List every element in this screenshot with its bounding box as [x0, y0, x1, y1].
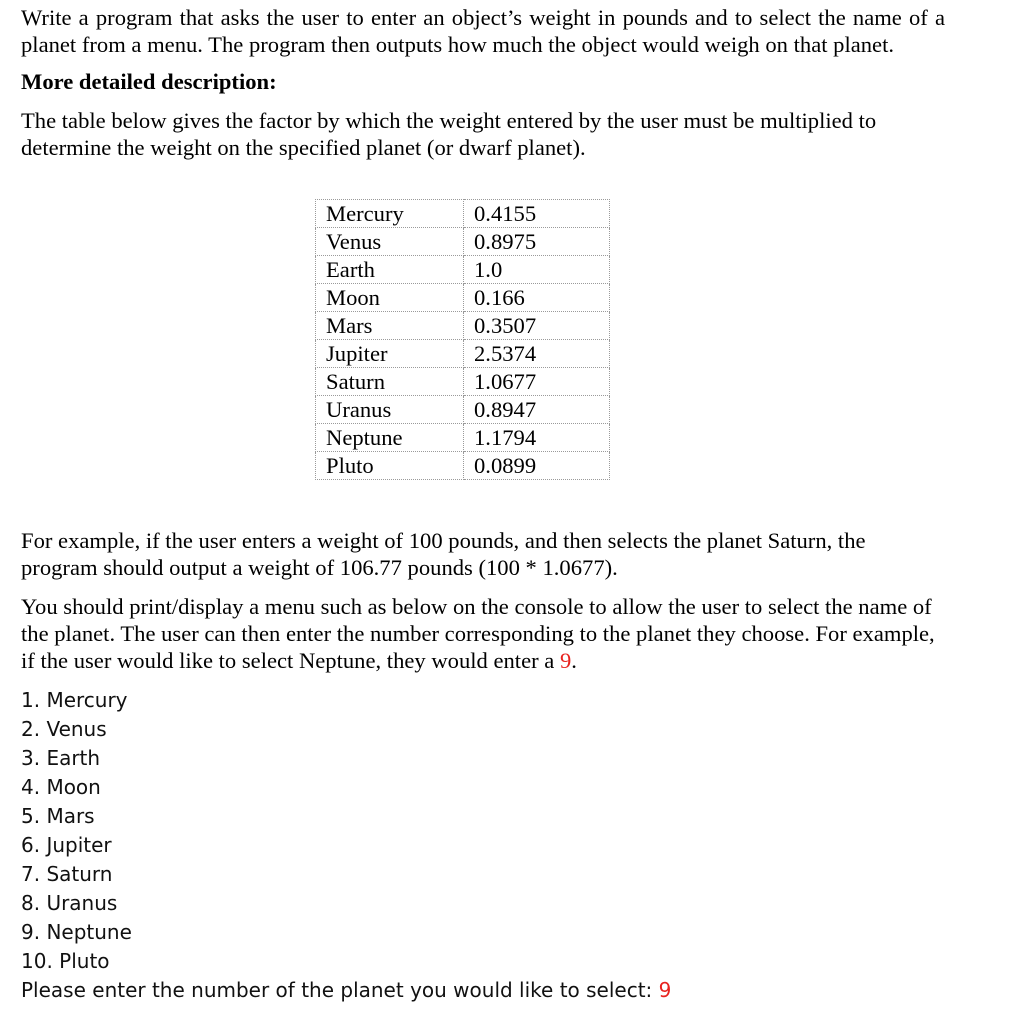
planet-name-cell: Mars	[316, 312, 464, 340]
factor-paragraph: The table below gives the factor by which the weight entered by the user must be multiplied to determine the weight on the specified planet (or dwarf planet).	[21, 108, 877, 160]
factor-value-cell: 0.3507	[464, 312, 610, 340]
factor-value-cell: 0.8975	[464, 228, 610, 256]
table-row	[316, 312, 610, 340]
console-menu-item: 1. Mercury	[21, 688, 128, 712]
console-prompt: Please enter the number of the planet you would like to select:	[21, 978, 653, 1002]
table-row	[316, 396, 610, 424]
planet-name-cell: Jupiter	[316, 340, 464, 368]
table-row	[316, 284, 610, 312]
table-row	[316, 340, 610, 368]
planet-name-cell: Uranus	[316, 396, 464, 424]
console-menu-item: 7. Saturn	[21, 862, 113, 886]
console-menu-item: 9. Neptune	[21, 920, 132, 944]
console-menu-item: 8. Uranus	[21, 891, 118, 915]
table-row	[316, 424, 610, 452]
console-menu-item: 3. Earth	[21, 746, 101, 770]
console-menu-item: 4. Moon	[21, 775, 101, 799]
menu-description-text: You should print/display a menu such as below on the console to allow the user to select the name of the planet. The user can then enter the number corresponding to the planet they choose. For example, if the user would like to select Neptune, they would enter a	[21, 594, 935, 673]
highlight-number: 9	[559, 648, 572, 673]
console-menu-item: 6. Jupiter	[21, 833, 112, 857]
planet-name-cell: Venus	[316, 228, 464, 256]
planet-name-cell: Earth	[316, 256, 464, 284]
table-row	[316, 256, 610, 284]
factor-value-cell: 0.4155	[464, 200, 610, 228]
menu-description-paragraph	[21, 593, 945, 674]
console-menu-item: 2. Venus	[21, 717, 107, 741]
factor-value-cell: 1.0677	[464, 368, 610, 396]
document-body	[21, 4, 945, 161]
console-menu-item: 5. Mars	[21, 804, 95, 828]
example-paragraph: For example, if the user enters a weight of 100 pounds, and then selects the planet Saturn, the program should output a weight of 106.77 pounds (100 * 1.0677).	[21, 528, 866, 580]
planet-name-cell: Moon	[316, 284, 464, 312]
console-output	[21, 686, 671, 1005]
detail-heading: More detailed description:	[21, 69, 277, 94]
planet-name-cell: Mercury	[316, 200, 464, 228]
console-menu-item: 10. Pluto	[21, 949, 110, 973]
factor-value-cell: 0.0899	[464, 452, 610, 480]
factor-value-cell: 0.8947	[464, 396, 610, 424]
console-input-value: 9	[658, 978, 672, 1002]
table-row	[316, 228, 610, 256]
table-row	[316, 368, 610, 396]
factor-value-cell: 0.166	[464, 284, 610, 312]
factor-value-cell: 1.1794	[464, 424, 610, 452]
console-prompt-line	[21, 976, 671, 1005]
table-row	[316, 200, 610, 228]
planet-name-cell: Neptune	[316, 424, 464, 452]
factor-value-cell: 1.0	[464, 256, 610, 284]
menu-description-end: .	[571, 648, 577, 673]
factor-table	[315, 199, 610, 480]
factor-value-cell: 2.5374	[464, 340, 610, 368]
planet-name-cell: Pluto	[316, 452, 464, 480]
planet-name-cell: Saturn	[316, 368, 464, 396]
intro-paragraph: Write a program that asks the user to enter an object’s weight in pounds and to select the name of a planet from a menu. The program then outputs how much the object would weigh on that planet.	[21, 5, 945, 57]
table-row	[316, 452, 610, 480]
